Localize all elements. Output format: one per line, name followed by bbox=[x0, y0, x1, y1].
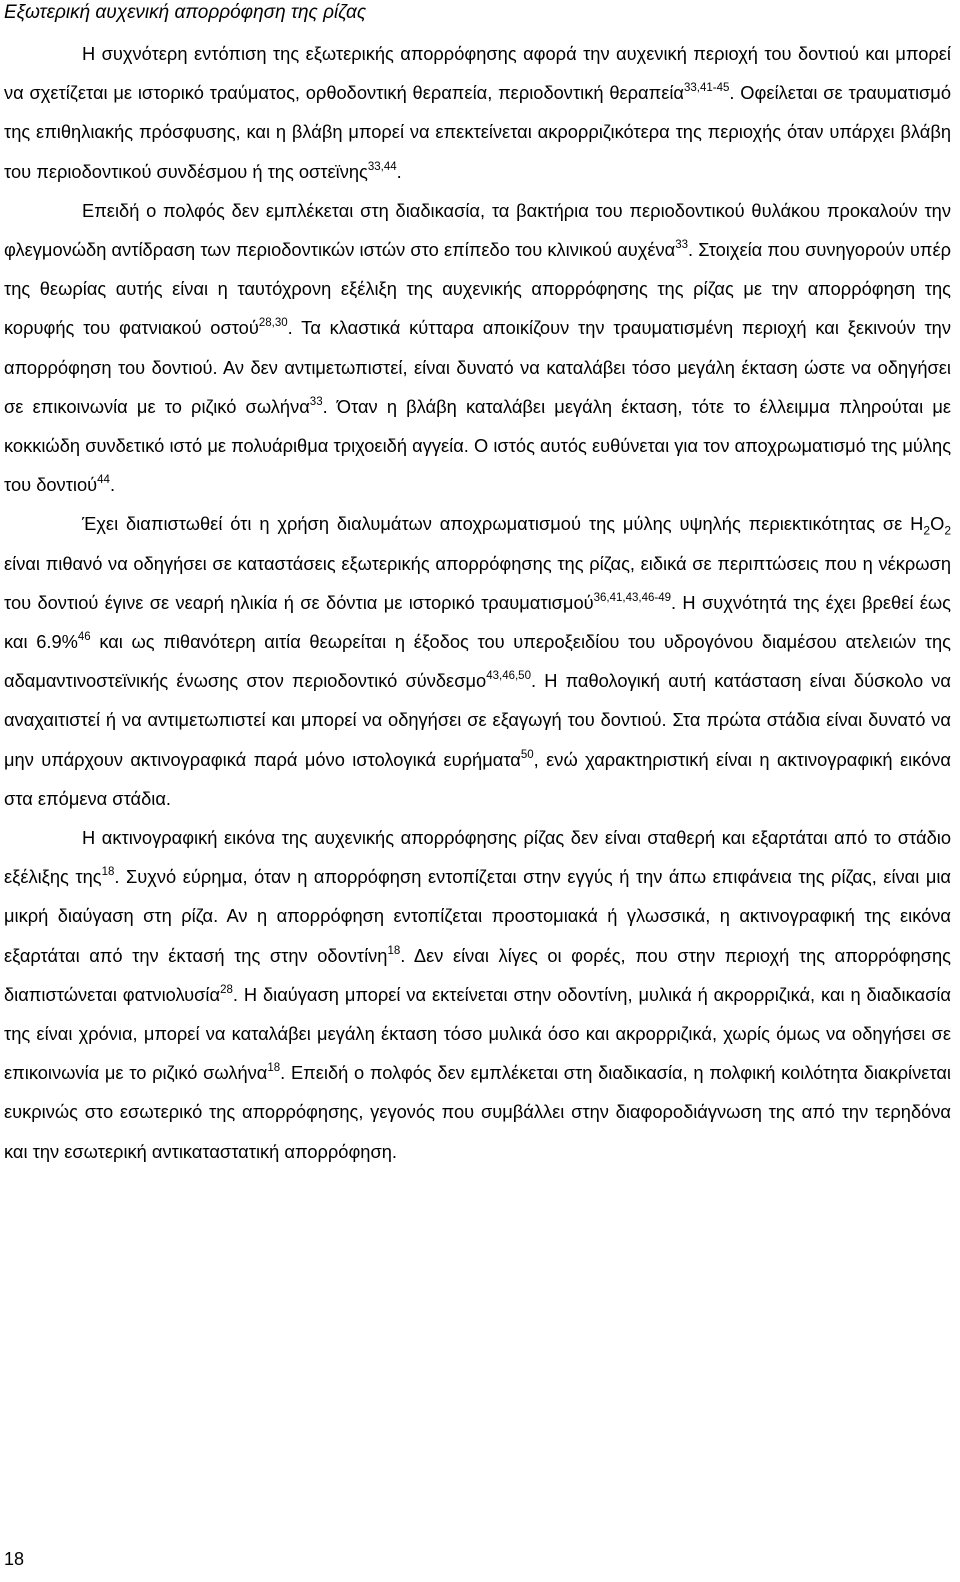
citation-superscript: 44 bbox=[97, 474, 110, 487]
citation-superscript: 33 bbox=[309, 395, 323, 408]
subscript: 2 bbox=[944, 524, 951, 539]
paragraph-text: . Επειδή ο πολφός δεν εμπλέκεται στη διαδικασία, η πολφική κοιλότητα διακρίνεται ευκρινώς στο εσωτερικό της απορρόφησης, γεγονός που συμβάλλει στην διαφοροδιάγνωση της από την τερηδόνα και την εσωτερική αντικαταστατική απορρόφηση. bbox=[4, 1062, 951, 1162]
citation-superscript: 28 bbox=[220, 983, 233, 996]
paragraph-text: Η συχνότερη εντόπιση της εξωτερικής απορρόφησης αφορά την αυχενική περιοχή του δοντιού και μπορεί να σχετίζεται με ιστορικό τραύματος, ορθοδοντική θεραπεία, περιοδοντική θεραπεία bbox=[4, 43, 951, 104]
subscript: 2 bbox=[923, 524, 931, 539]
paragraph-text: Επειδή ο πολφός δεν εμπλέκεται στη διαδικασία, τα βακτήρια του περιοδοντικού θυλάκου προκαλούν την φλεγμονώδη αντίδραση των περιοδοντικών ιστών στο επίπεδο του κλινικού αυχένα bbox=[4, 199, 951, 261]
citation-superscript: 18 bbox=[267, 1062, 281, 1075]
section-heading: Εξωτερική αυχενική απορρόφηση της ρίζας bbox=[4, 2, 367, 23]
citation-superscript: 46 bbox=[77, 630, 91, 643]
document-page bbox=[4, 0, 951, 1171]
paragraph-cervical-resorption bbox=[4, 34, 951, 504]
paragraph-radiographic bbox=[4, 818, 951, 1171]
paragraph-text: . Η διαύγαση μπορεί να εκτείνεται στην οδοντίνη, μυλικά ή ακρορριζικά, και η διαδικασία της είναι χρόνια, μπορεί να καταλάβει μεγάλη έκταση τόσο μυλικά όσο και ακρορριζικά, χωρίς όμως να οδηγήσει σε επικοινωνία με το ριζικό σωλήνα bbox=[4, 983, 951, 1084]
page-number: 18 bbox=[4, 1549, 25, 1569]
citation-superscript: 33,44 bbox=[367, 160, 397, 173]
paragraph-text: Έχει διαπιστωθεί ότι η χρήση διαλυμάτων αποχρωματισμού της μύλης υψηλής περιεκτικότητας σε H bbox=[82, 513, 924, 535]
paragraph-text: . Όταν η βλάβη καταλάβει μεγάλη έκταση, τότε το έλλειμμα πληρούται με κοκκιώδη συνδετικό ιστό με πολυάριθμα τριχοειδή αγγεία. Ο ιστός αυτός ευθύνεται για τον αποχρωματισμό της μύλης του δοντιού bbox=[4, 395, 952, 496]
paragraph-bleaching bbox=[4, 504, 951, 818]
citation-superscript: 33 bbox=[675, 238, 688, 251]
citation-superscript: 50 bbox=[520, 748, 534, 761]
paragraph-text: . bbox=[109, 474, 116, 496]
citation-superscript: 43,46,50 bbox=[486, 670, 531, 683]
paragraph-text: O bbox=[930, 513, 945, 535]
citation-superscript: 36,41,43,46-49 bbox=[593, 591, 671, 604]
citation-superscript: 18 bbox=[387, 944, 401, 957]
paragraph-text: . Οφείλεται σε τραυματισμό της επιθηλιακής πρόσφυσης, και η βλάβη μπορεί να επεκτείνεται ακρορριζικότερα της περιοχής όταν υπάρχει βλάβη του περιοδοντικού συνδέσμου ή της οστεϊνης bbox=[4, 82, 951, 182]
paragraph-text: . bbox=[396, 160, 402, 182]
paragraph-text: Η ακτινογραφική εικόνα της αυχενικής απορρόφησης ρίζας δεν είναι σταθερή και εξαρτάται από το στάδιο εξέλιξης της bbox=[4, 827, 951, 888]
paragraph-text: είναι πιθανό να οδηγήσει σε καταστάσεις εξωτερικής απορρόφησης της ρίζας, ειδικά σε περιπτώσεις που η νέκρωση του δοντιού έγινε σε νεαρή ηλικία ή σε δόντια με ιστορικό τραυματισμού bbox=[4, 552, 951, 613]
paragraph-text: και ως πιθανότερη αιτία θεωρείται η έξοδος του υπεροξειδίου του υδρογόνου διαμέσου ατελειών της αδαμαντινοστεϊνικής ένωσης στον περιοδοντικό σύνδεσμο bbox=[4, 631, 951, 692]
paragraph-text: . Τα κλαστικά κύτταρα αποικίζουν την τραυματισμένη περιοχή και ξεκινούν την απορρόφηση του δοντιού. Αν δεν αντιμετωπιστεί, είναι δυνατό να καταλάβει τόσο μεγάλη έκταση ώστε να οδηγήσει σε επικοινωνία με το ριζικό σωλήνα bbox=[4, 317, 951, 417]
paragraph-text: . Η παθολογική αυτή κατάσταση είναι δύσκολο να αναχαιτιστεί ή να αντιμετωπιστεί και μπορεί να οδηγήσει σε εξαγωγή του δοντιού. Στα πρώτα στάδια είναι δυνατό να μην υπάρχουν ακτινογραφικά παρά μόνο ιστολογικά ευρήματα bbox=[4, 670, 952, 770]
paragraph-text: . Στοιχεία που συνηγορούν υπέρ της θεωρίας αυτής είναι η ταυτόχρονη εξέλιξη της αυχενικής απορρόφησης της ρίζας με την απορρόφηση της κορυφής του φατνιακού οστού bbox=[4, 239, 951, 339]
citation-superscript: 28,30 bbox=[258, 317, 288, 330]
paragraph-text: . Δεν είναι λίγες οι φορές, που στην περιοχή της απορρόφησης διαπιστώνεται φατνιολυσία bbox=[4, 944, 951, 1005]
paragraph-text: , ενώ χαρακτηριστική είναι η ακτινογραφική εικόνα στα επόμενα στάδια. bbox=[4, 748, 951, 809]
paragraph-text: . Συχνό εύρημα, όταν η απορρόφηση εντοπίζεται στην εγγύς ή την άπω επιφάνεια της ρίζας, είναι μια μικρή διαύγαση στη ρίζα. Αν η απορρόφηση εντοπίζεται προστομιακά ή γλωσσικά, η ακτινογραφική της εικόνα εξαρτάται από την έκτασή της στην οδοντίνη bbox=[4, 866, 951, 966]
paragraph-text: . Η συχνότητά της έχει βρεθεί έως και 6.9% bbox=[4, 591, 951, 653]
citation-superscript: 18 bbox=[101, 866, 115, 879]
citation-superscript: 33,41-45 bbox=[684, 82, 730, 95]
